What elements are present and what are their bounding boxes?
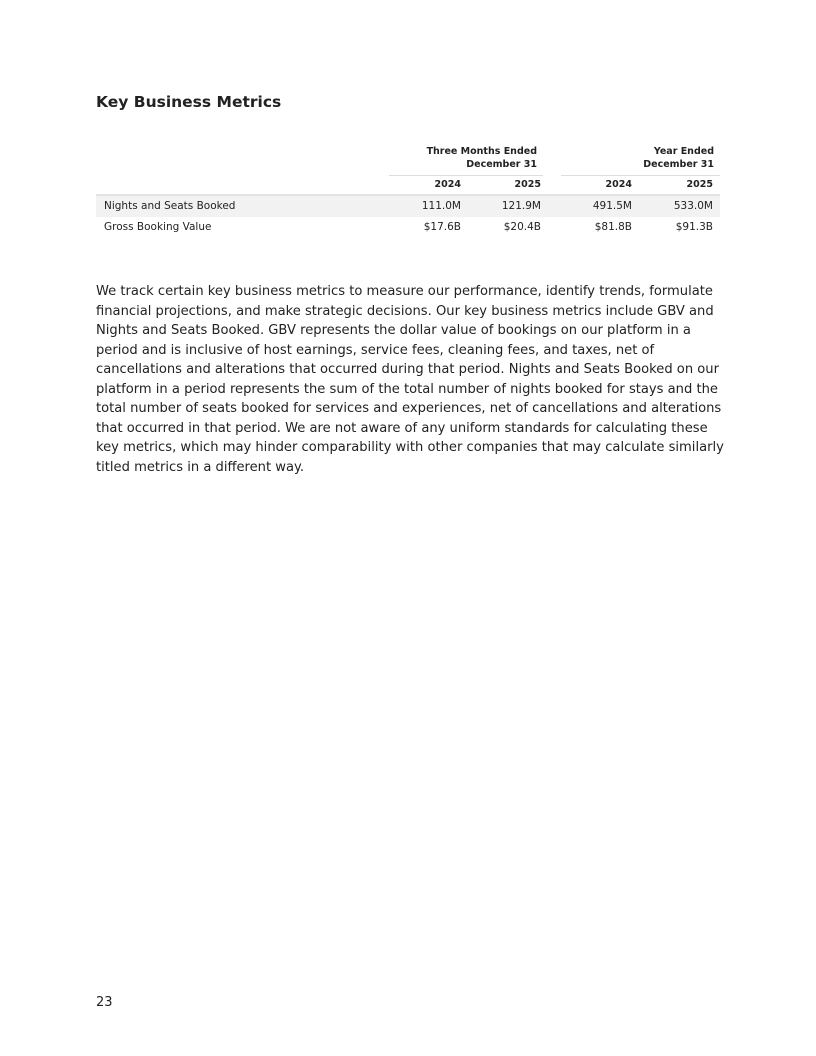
group-header-line: Three Months Ended — [426, 146, 537, 157]
row-label: Gross Booking Value — [104, 221, 212, 233]
row-label: Nights and Seats Booked — [104, 200, 236, 212]
year-header-row — [96, 179, 720, 196]
table-cell: $20.4B — [503, 221, 541, 233]
table-cell: $17.6B — [423, 221, 461, 233]
table-row — [96, 196, 720, 217]
table-cell: $91.3B — [675, 221, 713, 233]
group-header-line: Year Ended — [653, 146, 714, 157]
group-header-line: December 31 — [466, 158, 537, 170]
table-cell: 121.9M — [501, 200, 541, 212]
year-header: 2024 — [434, 179, 461, 190]
body-paragraph: We track certain key business metrics to measure our performance, identify trends, formulate financial projections, and make strategic decisions. Our key business metrics include GBV and Nights and Seats Booked. GBV represents the dollar value of bookings on our platform in a period and is inclusive of host earnings, service fees, cleaning fees, and taxes, net of cancellations and alterations that occurred during that period. Nights and Seats Booked on our platform in a period represents the sum of the total number of nights booked for stays and the total number of seats booked for services and experiences, net of cancellations and alterations that occurred in that period. We are not aware of any uniform standards for calculating these key metrics, which may hinder comparability with other companies that may calculate similarly titled metrics in a different way. — [96, 284, 724, 475]
year-header: 2025 — [514, 179, 541, 190]
page-number: 23 — [96, 995, 113, 1010]
section-title: Key Business Metrics — [96, 93, 282, 111]
year-header: 2024 — [605, 179, 632, 190]
table-cell: 491.5M — [592, 200, 632, 212]
table-cell: 111.0M — [421, 200, 461, 212]
group-header-year — [561, 146, 720, 176]
group-header-line: December 31 — [643, 158, 714, 170]
table-row — [96, 217, 720, 238]
year-header: 2025 — [686, 179, 713, 190]
table-cell: 533.0M — [673, 200, 713, 212]
group-header-three-months — [389, 146, 543, 176]
table-cell: $81.8B — [594, 221, 632, 233]
